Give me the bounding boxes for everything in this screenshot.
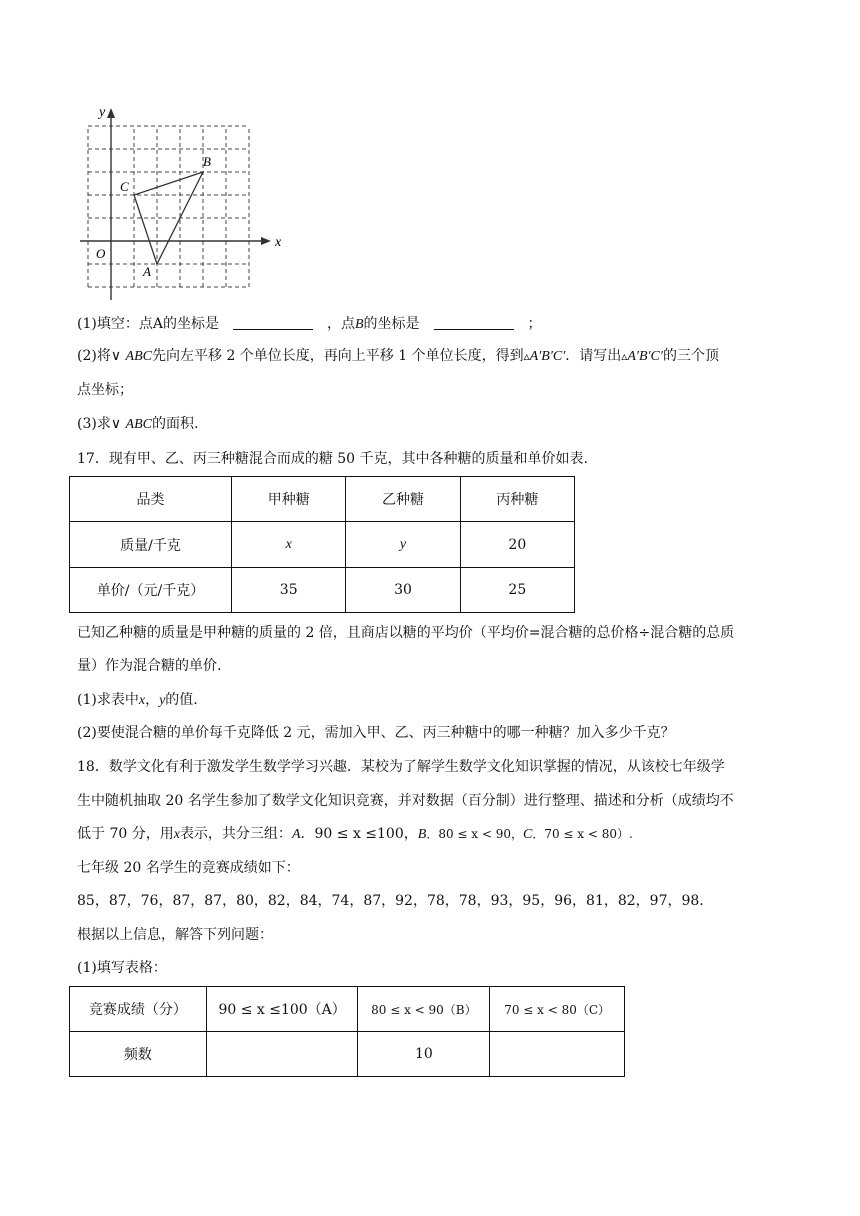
q17-p1-text-a: (1)求表中: [77, 692, 139, 708]
point-label-b: B: [203, 154, 211, 169]
q17-table-row: [70, 568, 575, 613]
q16-part2: [77, 346, 719, 367]
q17-part1: [77, 690, 198, 711]
origin-label: O: [96, 246, 106, 261]
q17-var-y: y: [159, 693, 166, 708]
q18-header-cell: 70 ≤ x < 80（C）: [490, 987, 625, 1032]
triangle-symbol-4: ∨: [110, 416, 126, 432]
q16-p1-text-a: (1)填空：点A的坐标是: [77, 316, 219, 332]
q18-header-cell: 80 ≤ x < 90（B）: [358, 987, 490, 1032]
q18-line4: 七年级 20 名学生的竞赛成绩如下：: [77, 860, 300, 876]
q18-line1: 18．数学文化有利于激发学生数学学习兴趣．某校为了解学生数学文化知识掌握的情况，从该校七年级学: [77, 759, 725, 775]
triangle-a2b2c2: A′B′C′: [529, 349, 566, 364]
point-label-c: C: [120, 179, 129, 194]
q18-line6: 根据以上信息，解答下列问题：: [77, 927, 273, 943]
q16-p2-text-b: 先向左平移 2 个单位长度，再向上平移 1 个单位长度，得到: [152, 348, 524, 364]
q16-p1-text-c: 的坐标是: [363, 316, 420, 332]
q17-text1: 已知乙种糖的质量是甲种糖的质量的 2 倍，且商店以糖的平均价（平均价=混合糖的总价格÷混合糖的总质: [77, 625, 735, 641]
q18-group-b: B: [417, 827, 427, 842]
q18-cell: 10: [358, 1032, 490, 1077]
q18-line3-text-b: 表示，共分三组：: [179, 826, 292, 842]
y-axis-arrow: [107, 108, 115, 118]
q18-group-c-range: ．70 ≤ x < 80）.: [532, 827, 633, 841]
q18-line7: (1)填写表格：: [77, 960, 167, 976]
triangle-abc: ABC: [125, 349, 152, 364]
q17-cell: x: [232, 522, 346, 568]
q18-cell: 频数: [70, 1032, 207, 1077]
coordinate-figure: [72, 100, 292, 300]
q18-table-header-row: [70, 987, 625, 1032]
q17-part2: (2)要使混合糖的单价每千克降低 2 元，需加入甲、乙、丙三种糖中的哪一种糖？加入多少千克？: [77, 725, 675, 741]
q18-group-a: A: [291, 827, 301, 842]
q17-cell: y: [346, 522, 460, 568]
y-axis-label: y: [99, 105, 106, 120]
answer-blank-a[interactable]: [233, 315, 313, 330]
q16-p2-text-d: 的三个顶: [662, 348, 719, 364]
triangle-symbol-3: ▵: [621, 349, 628, 363]
triangle-a2b2c2-2: A′B′C′: [627, 349, 663, 364]
q18-cell-answer-a[interactable]: [206, 1032, 358, 1077]
q17-cell: 30: [346, 568, 460, 613]
answer-blank-b[interactable]: [434, 315, 514, 330]
q16-part1: [77, 314, 542, 335]
q17-header-cell: 甲种糖: [232, 477, 346, 522]
q17-cell: 质量/千克: [70, 522, 232, 568]
q18-scores: 85，87，76，87，87，80，82，84，74，87，92，78，78，93，95，96，81，82，97，98.: [77, 893, 704, 909]
q17-cell: 单价/（元/千克）: [70, 568, 232, 613]
q17-var-x: x: [138, 693, 146, 708]
q18-var-x: x: [173, 827, 180, 842]
q16-p1-text-d: ；: [527, 316, 542, 332]
q17-intro: 17．现有甲、乙、丙三种糖混合而成的糖 50 千克，其中各种糖的质量和单价如表.: [77, 451, 588, 467]
q16-part2-cont: 点坐标；: [77, 382, 133, 398]
q17-header-cell: 品类: [70, 477, 232, 522]
q18-group-b-range: ．80 ≤ x < 90，: [426, 827, 523, 841]
q17-table: [69, 476, 575, 613]
q16-point-b: B: [354, 317, 364, 332]
q17-p1-text-c: 的值.: [165, 692, 198, 708]
point-label-a: A: [143, 264, 151, 279]
q17-text2: 量）作为混合糖的单价.: [77, 658, 222, 674]
q17-table-row: [70, 522, 575, 568]
q17-cell: 25: [460, 568, 574, 613]
q17-header-cell: 乙种糖: [346, 477, 460, 522]
q16-p3-text-a: (3)求: [77, 416, 111, 432]
q16-p2-text-a: (2)将: [77, 348, 111, 364]
q16-part3: [77, 414, 198, 435]
q18-line3-text-a: 低于 70 分，用: [77, 826, 174, 842]
triangle-abc-2: ABC: [125, 417, 152, 432]
q18-header-cell: 90 ≤ x ≤100（A）: [206, 987, 358, 1032]
q17-cell: 20: [460, 522, 574, 568]
q18-line2: 生中随机抽取 20 名学生参加了数学文化知识竞赛，并对数据（百分制）进行整理、描述和分析（成绩均不: [77, 793, 734, 809]
q17-cell: 35: [232, 568, 346, 613]
q17-header-cell: 丙种糖: [460, 477, 574, 522]
q18-line3: [77, 824, 633, 845]
q18-table: [69, 986, 625, 1077]
x-axis-arrow: [261, 237, 271, 245]
q18-table-row: [70, 1032, 625, 1077]
q16-p2-text-c: ．请写出: [565, 348, 622, 364]
q17-table-header-row: [70, 477, 575, 522]
q18-cell-answer-c[interactable]: [490, 1032, 625, 1077]
x-axis-label: x: [275, 235, 282, 250]
triangle-symbol: ∨: [110, 348, 126, 364]
q16-p1-text-b: ，点: [326, 316, 355, 332]
q18-group-a-range: ．90 ≤ x ≤100，: [300, 826, 418, 842]
q16-p3-text-b: 的面积.: [152, 416, 199, 432]
q18-header-cell: 竞赛成绩（分）: [70, 987, 207, 1032]
q17-p1-text-b: ，: [145, 692, 160, 708]
q18-group-c: C: [523, 827, 533, 842]
triangle-symbol-2: ▵: [523, 349, 530, 363]
